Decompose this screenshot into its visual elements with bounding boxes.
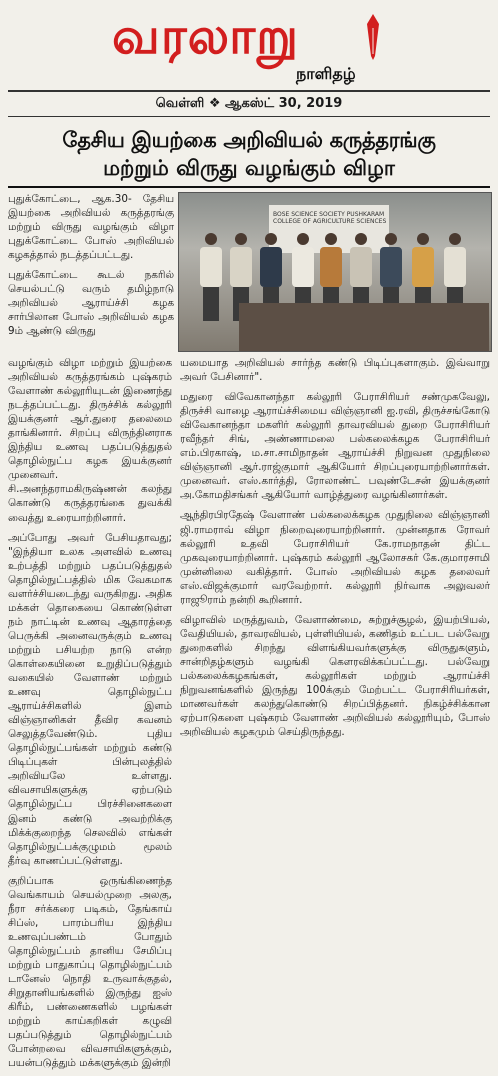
headline-line-2: மற்றும் விருது வழங்கும் விழா bbox=[103, 156, 395, 180]
photo-banner-text: BOSE SCIENCE SOCIETY PUSHKARAM COLLEGE OF AGRICULTURE SCIENCES bbox=[273, 211, 387, 225]
pen-nib-icon bbox=[366, 14, 380, 60]
article-column-right bbox=[180, 356, 490, 745]
headline bbox=[0, 126, 498, 182]
article-column-left bbox=[8, 356, 172, 1076]
article-paragraph: யமையாத அறிவியல் சார்ந்த கண்டு பிடிப்புகளாகும். இவ்வாறு அவர் பேசினார்". bbox=[180, 357, 490, 384]
article-paragraph: புதுக்கோட்டை கூடல் நகரில் செயல்பட்டு வரும் தமிழ்நாடு அறிவியல் ஆராய்ச்சி கழக சார்பிலான போஸ் அறிவியல் கழக 9ம் ஆண்டு விருது bbox=[8, 269, 174, 338]
article-paragraph: ஆந்திரபிரதேஷ் வேளாண் பல்கலைக்கழக முதுநிலை விஞ்ஞானி ஜி.ராமராவ் விழா நிறைவுரையாற்றினார். முன்னதாக ரோவர் கல்லூரி உதவி பேராசிரியர் கே.ராமநாதன் திட்ட முகவுரையாற்றினார். புஷ்கரம் கல்லூரி ஆலோசகர் கே.குமாரசாமி முன்னிலை வகித்தார். போஸ் அறிவியல் கழக தலைவர் எஸ்.விஜக்குமார் வரவேற்றார். கல்லூரி நிர்வாக அலுவலர் ராஜூராம் நன்றி கூறினார். bbox=[180, 509, 490, 606]
top-divider bbox=[8, 90, 490, 92]
masthead bbox=[0, 0, 498, 92]
article-paragraph: புதுக்கோட்டை, ஆக.30- தேசிய இயற்கை அறிவியல் கருத்தரங்கு மற்றும் விருது வழங்கும் விழா புதுக்கோட்டை போஸ் அறிவியல் கழகத்தால் நடத்தப்பட்டது. bbox=[8, 193, 174, 262]
newspaper-logo[interactable]: வரலாறு bbox=[112, 6, 300, 65]
headline-line-1: தேசிய இயற்கை அறிவியல் கருத்தரங்கு bbox=[62, 128, 436, 152]
date-divider bbox=[8, 116, 490, 117]
photo-person bbox=[199, 233, 223, 323]
article-paragraph: விழாவில் மருத்துவம், வேளாண்மை, சுற்றுச்சூழல், இயற்பியல், வேதியியல், தாவரவியல், புள்ளியியல், கணிதம் உட்பட பல்வேறு துறைகளில் சிறந்து விளங்கியவர்களுக்கு விருதுகளும், சான்றிதழ்களும் வழங்கி கௌரவிக்கப்பட்டது. பல்வேறு பல்கலைக்கழகங்கள், கல்லூரிகள் மற்றும் ஆராய்ச்சி நிறுவனங்களில் இருந்து 100க்கும் மேற்பட்ட பேராசிரியர்கள், மாணவர்கள் கலந்துகொண்டு சிறப்பித்தனர். நிகழ்ச்சிக்கான ஏற்பாடுகளை புஷ்கரம் வேளாண் அறிவியல் கல்லூரியும், போஸ் அறிவியல் கழகமும் செய்திருந்தது. bbox=[180, 613, 490, 739]
article-paragraph: வழங்கும் விழா மற்றும் இயற்கை அறிவியல் கருத்தரங்கம் புஷ்கரம் வேளாண் கல்லூரியுடன் இணைந்து நடத்தப்பட்டது. திருச்சிக் கல்லூரி இயக்குனர் ஆர்.துரை தலைமை தாங்கினார். சிறப்பு விருந்தினராக இந்திய உணவு பதப்படுத்துதல் தொழில்நுட்ப கழக இயக்குனர் முனைவர். சி.அனந்தராமகிருஷ்ணன் கலந்து கொண்டு கருத்தரங்கை துவக்கி வைத்து உரையாற்றினார். bbox=[8, 357, 172, 524]
article-column-left-top bbox=[8, 192, 174, 344]
event-photo bbox=[178, 192, 492, 352]
article-paragraph: மதுரை விவேகானந்தா கல்லூரி பேராசிரியர் சண்முகவேலு, திருச்சி வாழை ஆராய்ச்சிமைய விஞ்ஞானி ஐ.ரவி, திருச்சங்கோடு விவேகானந்தா மகளிர் கல்லூரி தாவரவியல் துறை பேராசிரியர் ரவீந்தர் சிங், அண்ணாமலை பல்கலைக்கழக பேராசிரியர் எம்.பிரகாஷ், ம.சா.சாமிநாதன் ஆராய்ச்சி நிறுவன முதுநிலை விஞ்ஞானி ஆர்.ராஜ்குமார் ஆகியோர் சிறப்புரையாற்றினார்கள். முனைவர். எஸ்.கார்த்தி, ரோலாண்ட் பவுண்டேசன் இயக்குனர் அ.கோமதிசங்கர் ஆகியோர் வாழ்த்துரை வழங்கினார்கள். bbox=[180, 391, 490, 502]
article-paragraph: குறிப்பாக ஒருங்கிணைந்த வெங்காயம் செயல்முறை அலகு, நீரா சர்க்கரை படிகம், தேங்காய் சிப்ஸ், பாரம்பரிய இந்திய உணவுப்பண்டம் போதும் தொழில்நுட்பம் தானிய சேமிப்பு மற்றும் பாதுகாப்பு தொழில்நுட்பம் டானேஸ் நொதி உருவாக்குதல், சிறுதானியங்களில் இருந்து ஐஸ் கிரீம், பண்ணைகளில் பழங்கள் மற்றும் காய்கறிகள் கழுவி பதப்படுத்தும் தொழில்நுட்பம் போன்றவை விவசாயிகளுக்கும், பயன்படுத்தும் மக்களுக்கும் இன்றி bbox=[8, 874, 172, 1070]
newspaper-subtitle: நாளிதழ் bbox=[296, 64, 356, 83]
dateline: வெள்ளி ❖ ஆகஸ்ட் 30, 2019 bbox=[155, 96, 343, 111]
stage-table bbox=[239, 303, 489, 351]
headline-divider bbox=[8, 186, 490, 188]
article-paragraph: அப்போது அவர் பேசியதாவது; "இந்தியா உலக அளவில் உணவு உற்பத்தி மற்றும் பதப்படுத்துதல் தொழில்நுட்பத்தில் மிக வேகமாக வளர்ச்சியடைந்து வருகிறது. அதிக மக்கள் தொகையை கொண்டுள்ள நம் நாட்டின் உணவு ஆதாரத்தை பெருக்கி அனைவருக்கும் உணவு மற்றும் பசியற்ற நாடு என்ற கொள்கையினை உறுதிப்படுத்தும் வகையில் வேளாண் மற்றும் உணவு தொழில்நுட்ப ஆராய்ச்சிகளில் இளம் விஞ்ஞானிகள் தீவிர கவனம் செலுத்தவேண்டும். புதிய தொழில்நுட்பங்கள் மற்றும் கண்டு பிடிப்புகள் பின்புலத்தில் அறிவியலே உள்ளது. விவசாயிகளுக்கு ஏற்படும் தொழில்நுட்ப பிரச்சினைகளை இனம் கண்டு அவற்றிக்கு மிக்க்குறைந்த செலவில் எங்கள் தொழில்நுட்பக்குழுமம் மூலம் தீர்வு காணப்பட்டுள்ளது. bbox=[8, 531, 172, 867]
